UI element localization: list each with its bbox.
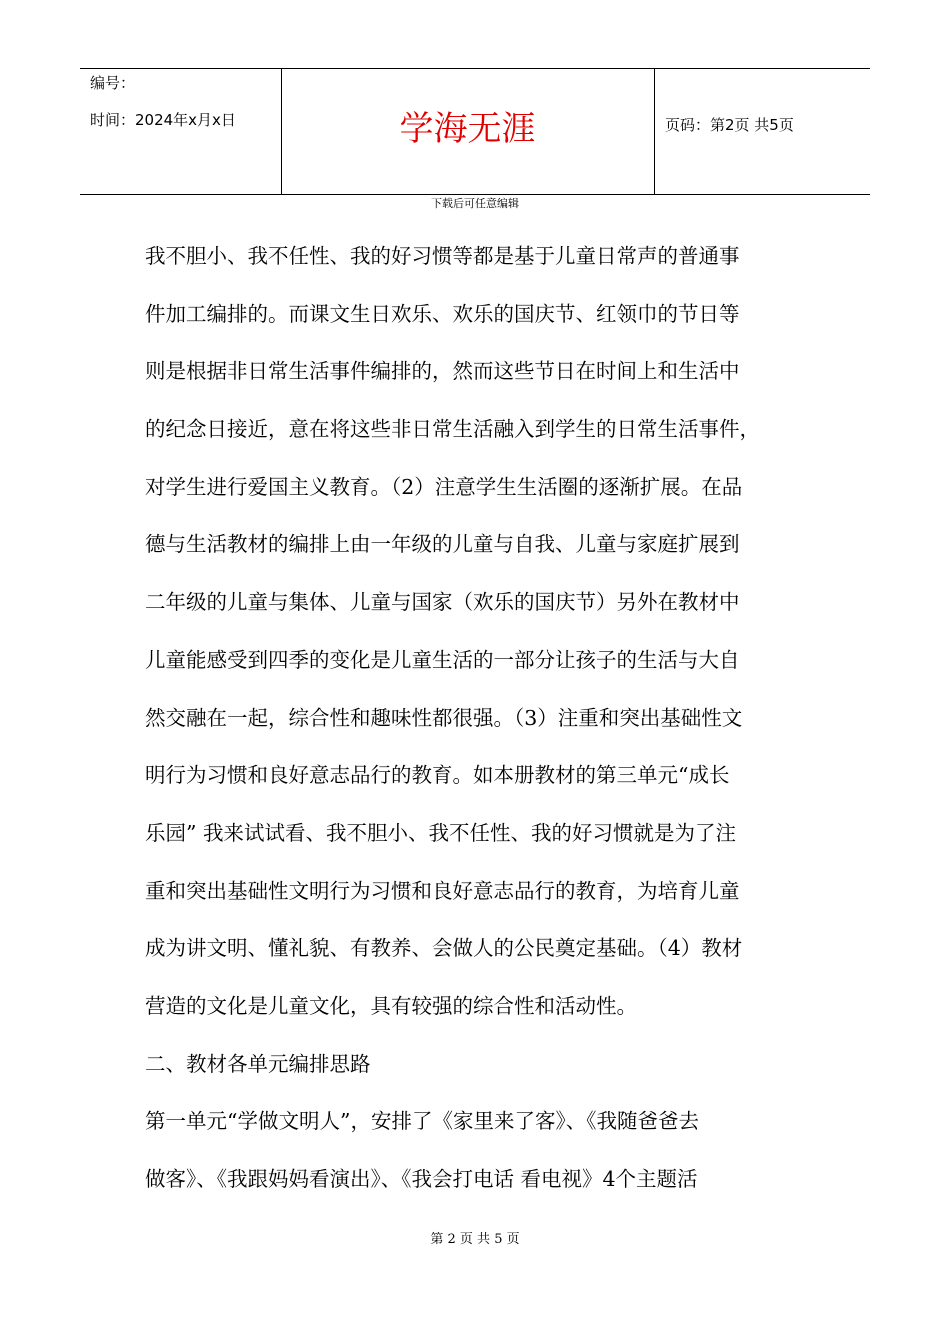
header-left-cell [80, 69, 282, 194]
body-line: 我不胆小、我不任性、我的好习惯等都是基于儿童日常声的普通事 [145, 244, 740, 268]
page-label: 页码：第2页 共5页 [665, 116, 794, 134]
body-line: 然交融在一起，综合性和趣味性都很强。（3）注重和突出基础性文 [145, 705, 743, 730]
body-line: 二年级的儿童与集体、儿童与国家（欢乐的国庆节）另外在教材中 [145, 590, 740, 615]
body-line: 德与生活教材的编排上由一年级的儿童与自我、儿童与家庭扩展到 [145, 532, 740, 557]
body-line: 做客》、《我跟妈妈看演出》、《我会打电话 看电视》4个主题活 [145, 1167, 698, 1191]
section-heading: 二、教材各单元编排思路 [145, 1051, 371, 1076]
body-line: 的纪念日接近，意在将这些非日常生活融入到学生的日常生活事件， [145, 417, 760, 442]
time-label: 时间：2024年x月x日 [90, 111, 236, 129]
header-center-cell [281, 69, 655, 194]
body-text [145, 236, 825, 1217]
body-line: 成为讲文明、懂礼貌、有教养、会做人的公民奠定基础。（4）教材 [145, 936, 743, 961]
body-line: 明行为习惯和良好意志品行的教育。如本册教材的第三单元“成长 [145, 763, 730, 788]
body-line: 乐园” 我来试试看、我不胆小、我不任性、我的好习惯就是为了注 [145, 820, 736, 845]
body-line: 件加工编排的。而课文生日欢乐、欢乐的国庆节、红领巾的节日等 [145, 301, 740, 326]
body-line: 儿童能感受到四季的变化是儿童生活的一部分让孩子的生活与大自 [145, 647, 740, 672]
body-line: 对学生进行爱国主义教育。（2）注意学生生活圈的逐渐扩展。在品 [145, 474, 743, 499]
page-footer: 第 2 页 共 5 页 [430, 1232, 520, 1247]
body-line: 营造的文化是儿童文化，具有较强的综合性和活动性。 [145, 993, 637, 1018]
body-line: 则是根据非日常生活事件编排的，然而这些节日在时间上和生活中 [145, 359, 740, 384]
brand-title: 学海无涯 [399, 109, 536, 149]
document-header [80, 68, 870, 195]
number-label: 编号： [90, 74, 136, 92]
body-line: 第一单元“学做文明人”，安排了《家里来了客》、《我随爸爸去 [145, 1109, 699, 1134]
header-right-cell [655, 69, 870, 194]
editable-note: 下载后可任意编辑 [431, 197, 519, 210]
body-line: 重和突出基础性文明行为习惯和良好意志品行的教育，为培育儿童 [145, 878, 740, 903]
